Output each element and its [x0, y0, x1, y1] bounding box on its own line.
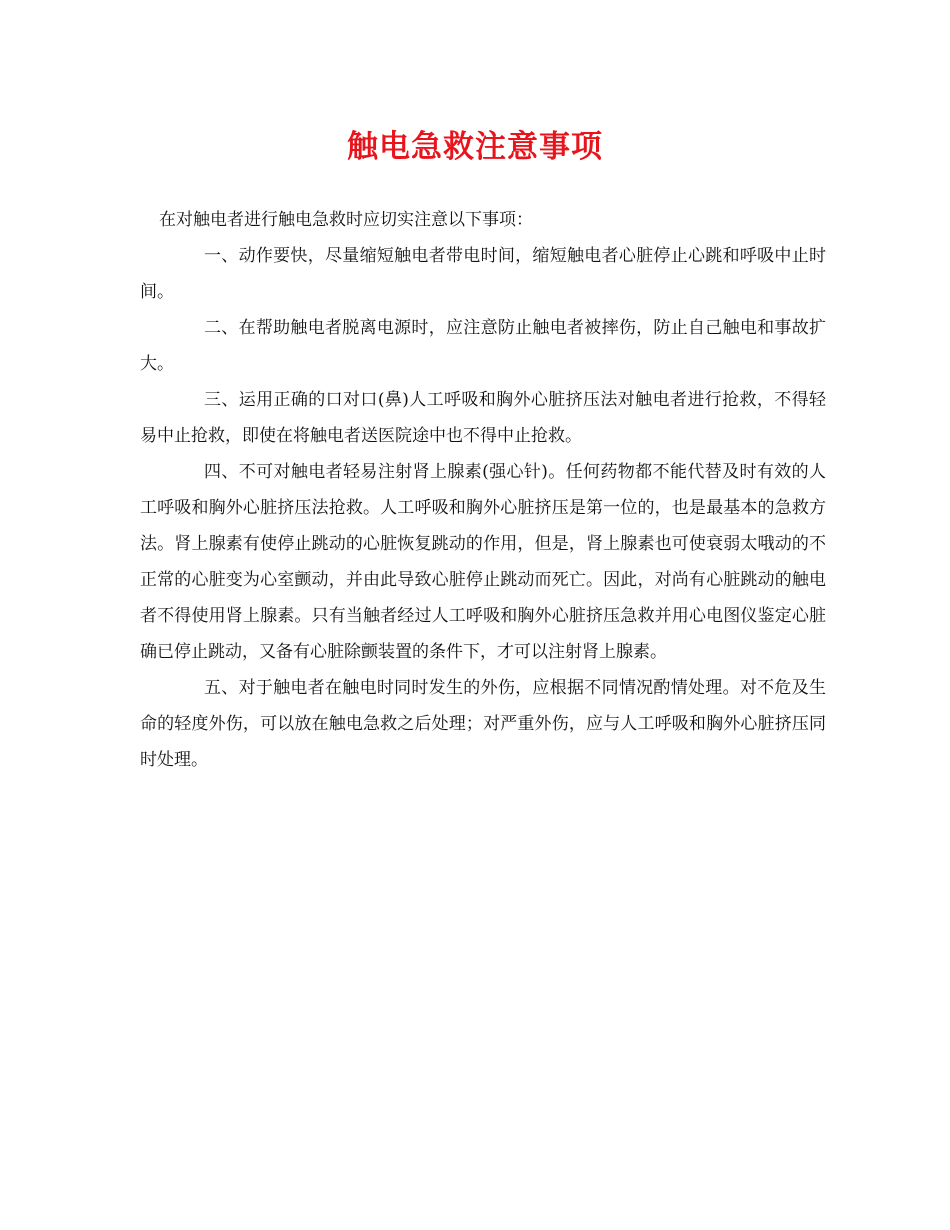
- precaution-item-4: 四、不可对触电者轻易注射肾上腺素(强心针)。任何药物都不能代替及时有效的人工呼吸和胸外心脏挤压法抢救。人工呼吸和胸外心脏挤压是第一位的，也是最基本的急救方法。肾上腺素有使停止跳动的心脏恢复跳动的作用，但是，肾上腺素也可使衰弱太哦动的不正常的心脏变为心室颤动，并由此导致心脏停止跳动而死亡。因此，对尚有心脏跳动的触电者不得使用肾上腺素。只有当触者经过人工呼吸和胸外心脏挤压急救并用心电图仪鉴定心脏确已停止跳动，又备有心脏除颤装置的条件下，才可以注射肾上腺素。: [140, 462, 826, 662]
- precaution-item-2: 二、在帮助触电者脱离电源时，应注意防止触电者被摔伤，防止自己触电和事故扩大。: [140, 318, 826, 374]
- page-title: 触电急救注意事项: [347, 129, 603, 165]
- precaution-item-3: 三、运用正确的口对口(鼻)人工呼吸和胸外心脏挤压法对触电者进行抢救，不得轻易中止抢救，即使在将触电者送医院途中也不得中止抢救。: [140, 390, 826, 446]
- document-body: [140, 202, 826, 778]
- precaution-item-5: 五、对于触电者在触电时同时发生的外伤，应根据不同情况酌情处理。对不危及生命的轻度外伤，可以放在触电急救之后处理；对严重外伤，应与人工呼吸和胸外心脏挤压同时处理。: [140, 678, 826, 770]
- precaution-item-1: 一、动作要快，尽量缩短触电者带电时间，缩短触电者心脏停止心跳和呼吸中止时间。: [140, 246, 826, 302]
- intro-paragraph: 在对触电者进行触电急救时应切实注意以下事项：: [159, 210, 533, 230]
